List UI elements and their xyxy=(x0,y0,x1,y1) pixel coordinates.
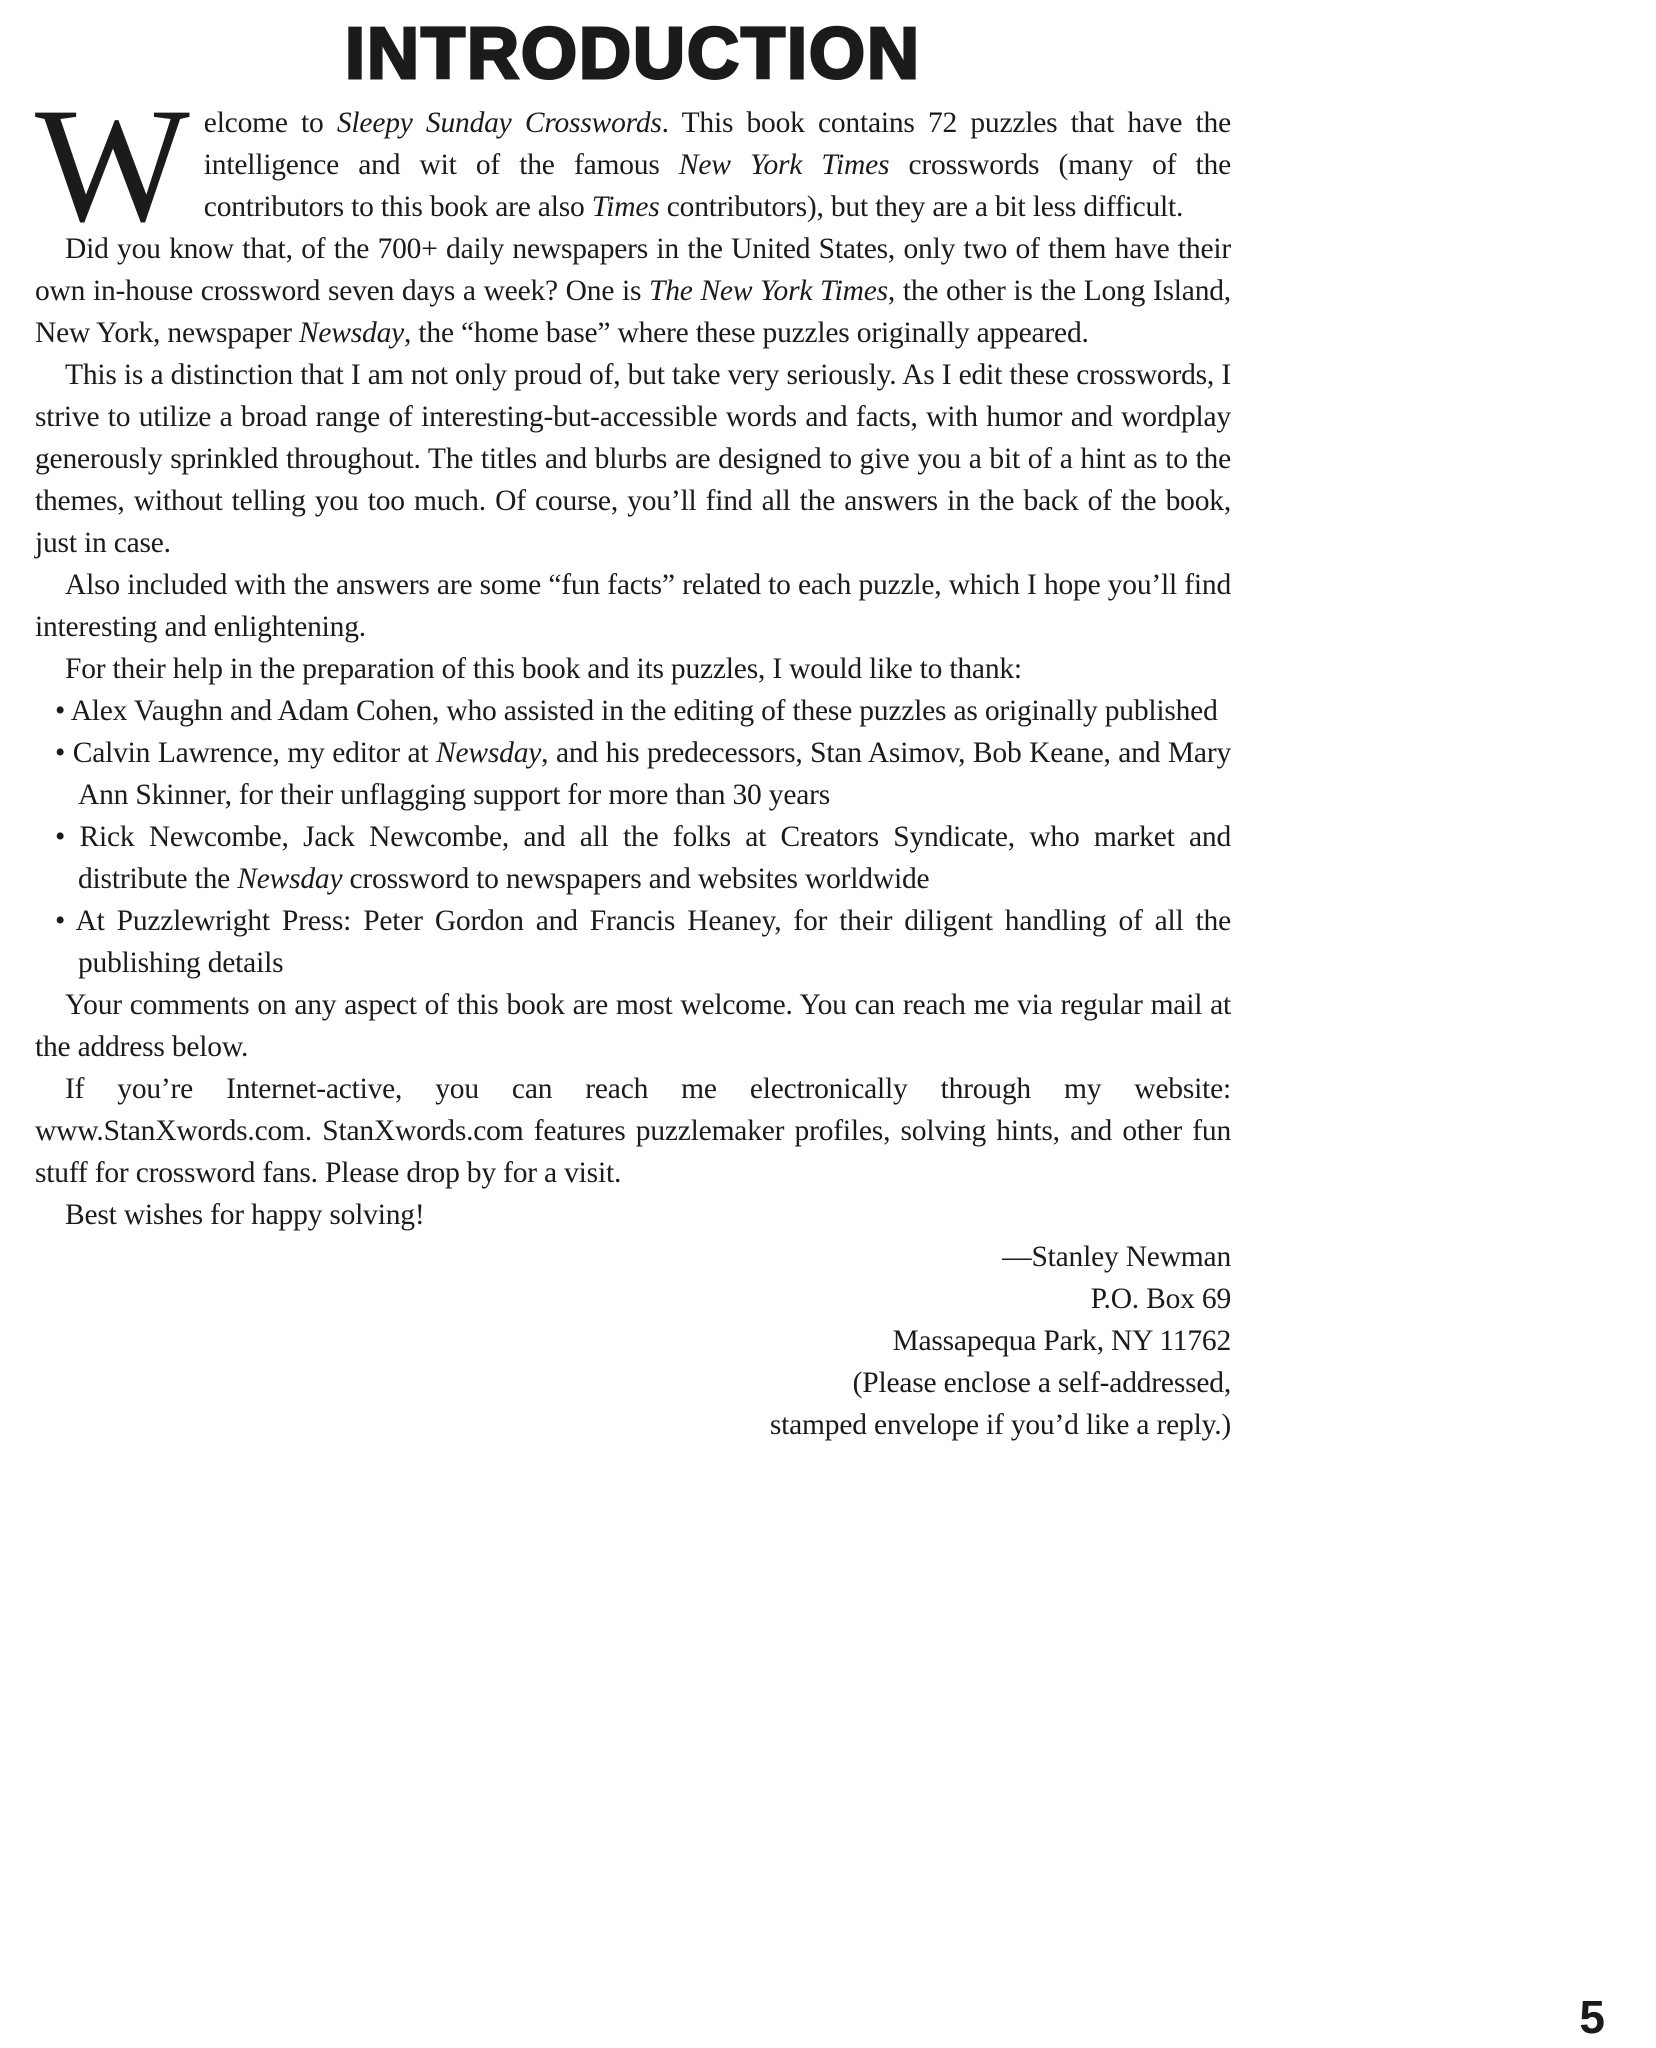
drop-cap: W xyxy=(35,75,190,256)
opening-paragraph: Welcome to Sleepy Sunday Crosswords. This book contains 72 puzzles that have the intelligence and wit of the famous New York Times crosswords (many of the contributors to this book are also Times contributors), but they are a bit less difficult. xyxy=(35,75,1231,256)
acknowledgment-bullet: • Rick Newcombe, Jack Newcombe, and all the folks at Creators Syndicate, who market and distribute the Newsday crossword to newspapers and websites worldwide xyxy=(55,821,1231,895)
acknowledgment-bullet: • At Puzzlewright Press: Peter Gordon and Francis Heaney, for their diligent handling of all the publishing details xyxy=(55,905,1231,979)
paragraph: Your comments on any aspect of this book are most welcome. You can reach me via regular mail at the address below. xyxy=(35,989,1231,1063)
introduction-text xyxy=(35,75,1231,1446)
paragraph: Best wishes for happy solving! xyxy=(65,1199,425,1231)
signoff-line: —Stanley Newman xyxy=(1002,1241,1231,1273)
signoff-line: P.O. Box 69 xyxy=(1090,1283,1231,1315)
paragraph: Did you know that, of the 700+ daily newspapers in the United States, only two of them have their own in-house crossword seven days a week? One is The New York Times, the other is the Long Island, New York, newspaper Newsday, the “home base” where these puzzles originally appeared. xyxy=(35,233,1231,349)
paragraph: Also included with the answers are some “fun facts” related to each puzzle, which I hope you’ll find interesting and enlightening. xyxy=(35,569,1231,643)
page-title: INTRODUCTION xyxy=(345,14,921,94)
paragraph: For their help in the preparation of this book and its puzzles, I would like to thank: xyxy=(65,653,1022,685)
acknowledgment-bullet: • Calvin Lawrence, my editor at Newsday, and his predecessors, Stan Asimov, Bob Keane, and Mary Ann Skinner, for their unflagging support for more than 30 years xyxy=(55,737,1231,811)
page-number: 5 xyxy=(1579,1991,1605,2043)
signoff-block xyxy=(35,1236,1231,1446)
signoff-line: Massapequa Park, NY 11762 xyxy=(892,1325,1231,1357)
signoff-line: (Please enclose a self-addressed, xyxy=(852,1367,1231,1399)
paragraph: If you’re Internet-active, you can reach me electronically through my website: www.StanXwords.com. StanXwords.com features puzzlemaker profiles, solving hints, and other fun stuff for crossword fans. Please drop by for a visit. xyxy=(35,1073,1231,1189)
paragraph: This is a distinction that I am not only proud of, but take very seriously. As I edit these crosswords, I strive to utilize a broad range of interesting-but-accessible words and facts, with humor and wordplay generously sprinkled throughout. The titles and blurbs are designed to give you a bit of a hint as to the themes, without telling you too much. Of course, you’ll find all the answers in the back of the book, just in case. xyxy=(35,359,1231,559)
signoff-line: stamped envelope if you’d like a reply.) xyxy=(769,1409,1231,1441)
acknowledgment-bullet: • Alex Vaughn and Adam Cohen, who assisted in the editing of these puzzles as originally published xyxy=(55,695,1218,727)
